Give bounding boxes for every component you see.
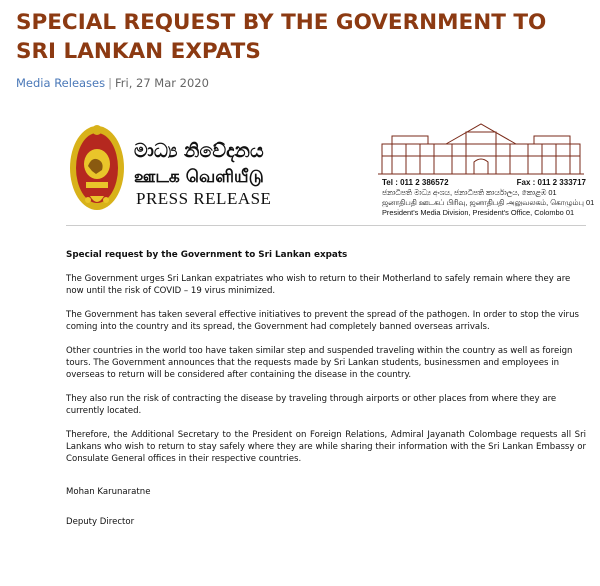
signatory-name: Mohan Karunaratne [66,486,151,497]
signatory-title: Deputy Director [66,517,135,528]
telephone-number: Tel : 011 2 386572 [382,178,449,187]
article-date: Fri, 27 Mar 2020 [115,76,209,90]
release-paragraph: The Government urges Sri Lankan expatriates who wish to return to their Motherland to safely remain where they are now until the risk of COVID – 19 virus minimized. [66,274,571,297]
fax-number: Fax : 011 2 333717 [516,178,586,187]
meta-separator: | [108,76,112,90]
release-body [66,249,586,547]
category-link[interactable]: Media Releases [16,76,106,90]
article-meta [16,76,209,90]
letterhead-tamil-title: ஊடக வெளியீடு [134,167,264,187]
release-paragraph: Other countries in the world too have taken similar step and suspended traveling within the country as well as foreign tours. The Government announces that the requests made by Sri Lankan students, businessmen and employees in overseas to return will be considered after containing the disease in the country. [66,345,573,381]
release-heading: Special request by the Government to Sri Lankan expats [66,250,348,260]
release-paragraph: The Government has taken several effective initiatives to prevent the spread of the pathogen. In order to stop the virus coming into the country and its spread, the Government had completely banned overseas arrivals. [66,309,579,333]
letterhead-divider [66,225,586,226]
sri-lanka-emblem-icon [66,116,128,216]
address-tamil: ஜனாதிபதி ஊடகப் பிரிவு, ஜனாதிபதி அலுவலகம், கொழும்பு 01 [382,198,595,207]
letterhead-sinhala-title: මාධ්‍ය නිවේදනය [134,140,264,162]
presidents-house-icon [376,118,586,176]
letterhead-contact [382,178,595,218]
press-release-document [66,106,595,586]
letterhead [66,106,595,226]
release-paragraph: They also run the risk of contracting the disease by traveling through airports or other places from where they are currently located. [66,393,557,417]
letterhead-press-release: PRESS RELEASE [136,189,272,208]
article-title: SPECIAL REQUEST BY THE GOVERNMENT TO SRI LANKAN EXPATS [16,10,547,64]
release-paragraph: Therefore, the Additional Secretary to the President on Foreign Relations, Admiral Jayanath Colombage requests all Sri Lankans who wish to return to stay safely where they are while sharing their information with the Sri Lankan Embassy or Consulate General offices in their respective countries. [66,429,586,465]
address-sinhala: ජනාධිපති මාධ්‍ය අංශය, ජනාධිපති කාර්යාලය, කොළඹ 01 [382,188,557,197]
address-english: President's Media Division, President's Office, Colombo 01 [382,208,575,217]
signature-block [66,486,586,529]
